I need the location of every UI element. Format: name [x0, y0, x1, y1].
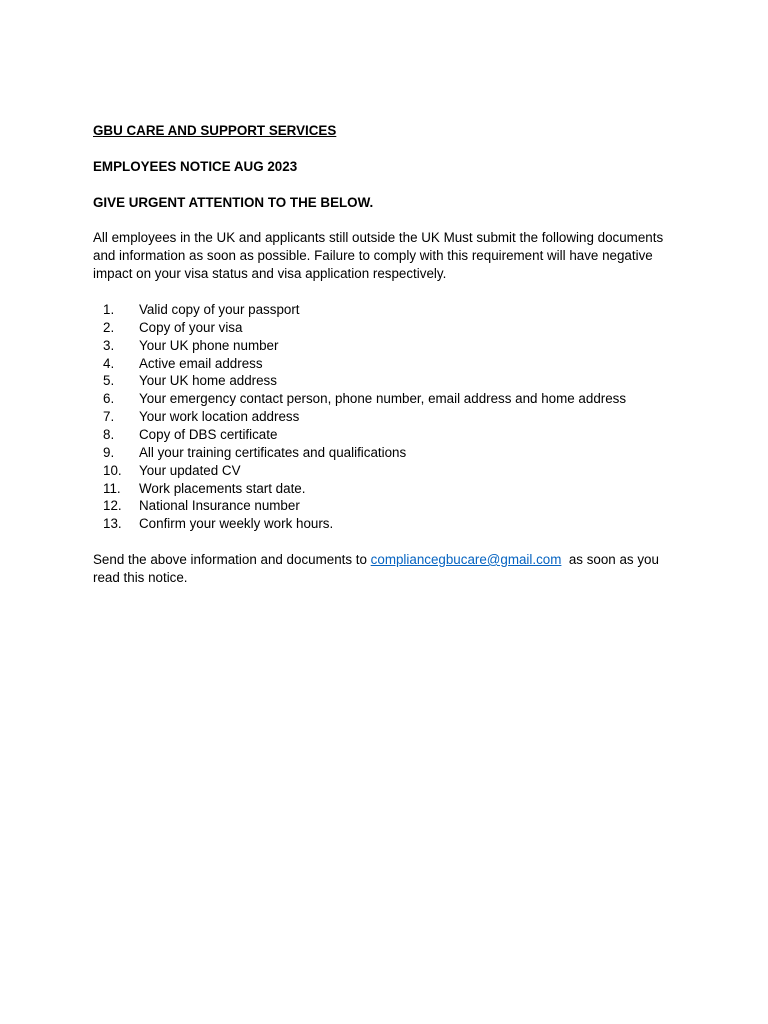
list-item [93, 301, 683, 319]
list-item-text: Active email address [139, 355, 263, 371]
list-item-text: Your emergency contact person, phone number, email address and home address [139, 391, 627, 407]
list-item [93, 462, 683, 480]
list-item-number: 3. [103, 337, 115, 353]
list-item-number: 2. [103, 319, 115, 335]
list-item-number: 4. [103, 355, 115, 371]
list-item-text: National Insurance number [139, 498, 300, 514]
notice-title: EMPLOYEES NOTICE AUG 2023 [93, 158, 298, 174]
list-item-text: Your work location address [139, 409, 300, 425]
list-item [93, 515, 683, 533]
list-item-number: 8. [103, 426, 115, 442]
requirements-list [93, 301, 683, 533]
list-item-number: 7. [103, 409, 115, 425]
list-item-text: Confirm your weekly work hours. [139, 516, 334, 532]
list-item-text: Your UK home address [139, 373, 277, 389]
list-item-text: Copy of your visa [139, 319, 243, 335]
list-item-number: 5. [103, 373, 115, 389]
list-item-number: 9. [103, 444, 115, 460]
list-item-number: 6. [103, 391, 115, 407]
list-item-text: All your training certificates and qualifications [139, 444, 407, 460]
list-item-number: 13. [103, 516, 122, 532]
list-item [93, 372, 683, 390]
list-item [93, 337, 683, 355]
list-item [93, 426, 683, 444]
list-item-number: 12. [103, 498, 122, 514]
list-item [93, 497, 683, 515]
closing-paragraph [93, 551, 683, 587]
list-item [93, 408, 683, 426]
closing-text-before: Send the above information and documents to [93, 551, 371, 567]
list-item [93, 319, 683, 337]
closing-text-after: as soon as you read this notice. [93, 551, 663, 585]
attention-heading: GIVE URGENT ATTENTION TO THE BELOW. [93, 194, 374, 210]
document-page [93, 122, 683, 587]
list-item [93, 480, 683, 498]
list-item-text: Valid copy of your passport [139, 302, 300, 318]
company-heading: GBU CARE AND SUPPORT SERVICES [93, 123, 337, 138]
email-link[interactable]: compliancegbucare@gmail.com [370, 551, 562, 567]
list-item [93, 444, 683, 462]
list-item-text: Work placements start date. [139, 480, 306, 496]
list-item-text: Your UK phone number [139, 337, 279, 353]
list-item [93, 355, 683, 373]
list-item-number: 11. [103, 480, 121, 496]
list-item-number: 1. [103, 302, 115, 318]
list-item [93, 390, 683, 408]
list-item-number: 10. [103, 462, 122, 478]
list-item-text: Your updated CV [139, 462, 241, 478]
intro-paragraph: All employees in the UK and applicants still outside the UK Must submit the following documents and information as soon as possible. Failure to comply with this requirement will have negative impact on your visa status and visa application respectively. [93, 230, 664, 282]
list-item-text: Copy of DBS certificate [139, 426, 278, 442]
